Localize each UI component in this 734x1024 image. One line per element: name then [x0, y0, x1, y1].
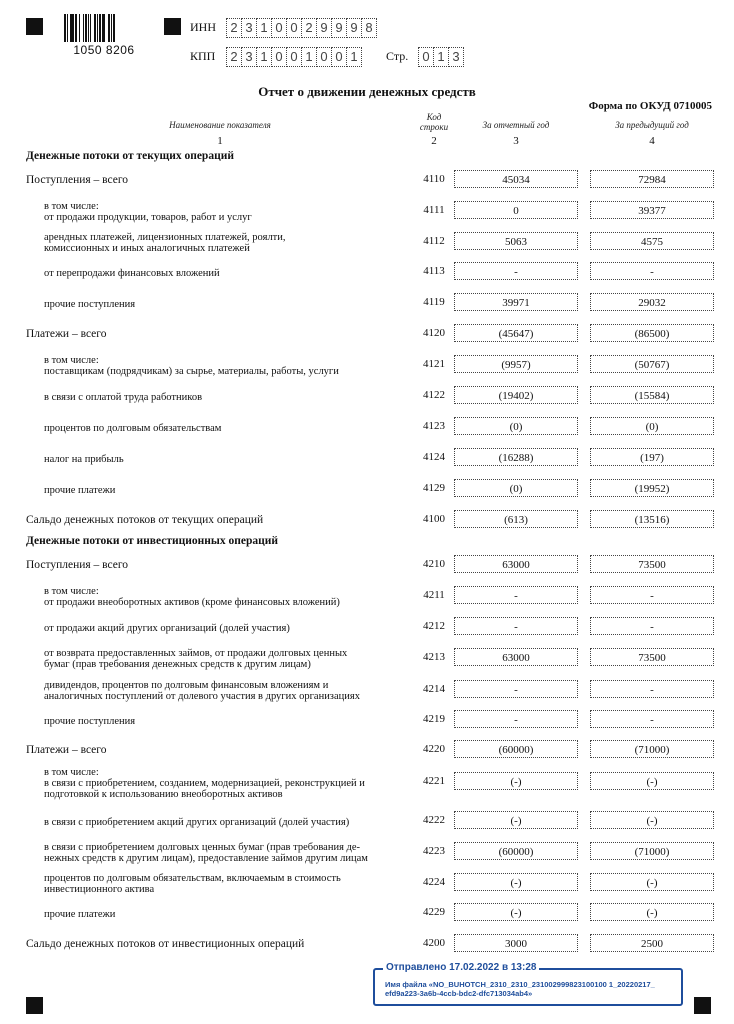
row-code: 4220	[423, 743, 445, 755]
previous-year-value: 73500	[590, 648, 714, 666]
page-title: Отчет о движении денежных средств	[258, 84, 476, 99]
previous-year-value: (-)	[590, 811, 714, 829]
inn-cell: 9	[331, 18, 347, 38]
row-label: Платежи – всего	[26, 743, 107, 756]
current-year-value: -	[454, 586, 578, 604]
current-year-value: (-)	[454, 873, 578, 891]
column-header-code-line2: строки	[419, 122, 449, 132]
page-cell: 1	[433, 47, 449, 67]
inn-cell: 2	[301, 18, 317, 38]
row-code: 4222	[423, 814, 445, 826]
section-investment-operations: Денежные потоки от инвестиционных операций	[26, 535, 278, 547]
previous-year-value: (-)	[590, 903, 714, 921]
stamp-file-label: Имя файла	[385, 980, 427, 989]
current-year-value: 63000	[454, 555, 578, 573]
previous-year-value: 39377	[590, 201, 714, 219]
page-cells	[418, 47, 463, 67]
kpp-cell: 2	[226, 47, 242, 67]
kpp-cell: 1	[301, 47, 317, 67]
previous-year-value: -	[590, 710, 714, 728]
row-label: в том числе: от продажи продукции, товаров, работ и услуг	[44, 201, 252, 223]
previous-year-value: (0)	[590, 417, 714, 435]
row-label: прочие поступления	[44, 298, 136, 310]
kpp-cell: 0	[271, 47, 287, 67]
row-code: 4113	[423, 265, 445, 277]
page-cell: 3	[448, 47, 464, 67]
row-label: Поступления – всего	[26, 558, 129, 571]
row-code: 4129	[423, 482, 445, 494]
row-code: 4223	[423, 845, 445, 857]
current-year-value: (19402)	[454, 386, 578, 404]
row-code: 4210	[423, 558, 445, 570]
barcode-icon	[64, 14, 144, 42]
current-year-value: -	[454, 680, 578, 698]
inn-cell: 0	[286, 18, 302, 38]
previous-year-value: 2500	[590, 934, 714, 952]
row-code: 4123	[423, 420, 445, 432]
current-year-value: (9957)	[454, 355, 578, 373]
corner-marker-top-left	[26, 18, 43, 35]
row-code: 4119	[423, 296, 445, 308]
current-year-value: 39971	[454, 293, 578, 311]
current-year-value: 0	[454, 201, 578, 219]
previous-year-value: 29032	[590, 293, 714, 311]
row-code: 4214	[423, 683, 445, 695]
previous-year-value: -	[590, 262, 714, 280]
column-number-4: 4	[649, 135, 655, 147]
previous-year-value: -	[590, 617, 714, 635]
column-header-current: За отчетный год	[482, 120, 550, 130]
row-label: в связи с приобретением акций других организаций (долей участия)	[44, 816, 350, 828]
current-year-value: -	[454, 617, 578, 635]
kpp-label: КПП	[190, 49, 216, 63]
previous-year-value: (13516)	[590, 510, 714, 528]
current-year-value: 63000	[454, 648, 578, 666]
previous-year-value: (-)	[590, 772, 714, 790]
row-label: налог на прибыль	[44, 453, 124, 465]
row-code: 4213	[423, 651, 445, 663]
current-year-value: -	[454, 710, 578, 728]
row-code: 4221	[423, 775, 445, 787]
kpp-cell: 1	[256, 47, 272, 67]
inn-cell: 9	[316, 18, 332, 38]
current-year-value: (60000)	[454, 842, 578, 860]
page-cell: 0	[418, 47, 434, 67]
corner-marker-bottom-right	[694, 997, 711, 1014]
row-code: 4200	[423, 937, 445, 949]
submission-stamp	[373, 962, 683, 1006]
row-code: 4211	[423, 589, 445, 601]
row-code: 4212	[423, 620, 445, 632]
current-year-value: (-)	[454, 903, 578, 921]
row-label: арендных платежей, лицензионных платежей, роялти, комиссионных и иных аналогичных платежей	[44, 232, 286, 254]
row-code: 4229	[423, 906, 445, 918]
row-code: 4121	[423, 358, 445, 370]
current-year-value: (45647)	[454, 324, 578, 342]
row-label: от перепродажи финансовых вложений	[44, 267, 220, 279]
previous-year-value: 4575	[590, 232, 714, 250]
previous-year-value: 72984	[590, 170, 714, 188]
inn-cells	[226, 18, 376, 38]
row-label: Платежи – всего	[26, 327, 107, 340]
kpp-cell: 3	[241, 47, 257, 67]
row-label: в том числе: в связи с приобретением, созданием, модернизацией, реконструкцией и подготовкой к использованию внеоборотных активов	[44, 766, 365, 800]
row-label: дивидендов, процентов по долговым финансовым вложениям и аналогичных поступлений от долевого участия в других организациях	[44, 680, 360, 702]
corner-marker-bottom-left	[26, 997, 43, 1014]
row-label: Поступления – всего	[26, 173, 129, 186]
stamp-file-info	[385, 980, 675, 998]
page-label: Стр.	[386, 49, 409, 63]
row-code: 4111	[423, 204, 445, 216]
section-current-operations: Денежные потоки от текущих операций	[26, 150, 234, 162]
kpp-cells	[226, 47, 361, 67]
inn-cell: 2	[226, 18, 242, 38]
kpp-cell: 0	[286, 47, 302, 67]
kpp-cell: 1	[346, 47, 362, 67]
row-label: в том числе: поставщикам (подрядчикам) за сырье, материалы, работы, услуги	[44, 355, 339, 377]
row-code: 4112	[423, 235, 445, 247]
current-year-value: -	[454, 262, 578, 280]
kpp-cell: 0	[316, 47, 332, 67]
row-label: в связи с приобретением долговых ценных бумаг (прав требования де- нежных средств к другим лицам), предоставление займов другим лицам	[44, 842, 368, 864]
row-code: 4100	[423, 513, 445, 525]
row-code: 4120	[423, 327, 445, 339]
previous-year-value: (71000)	[590, 740, 714, 758]
current-year-value: (60000)	[454, 740, 578, 758]
previous-year-value: (71000)	[590, 842, 714, 860]
row-label: в связи с оплатой труда работников	[44, 391, 203, 403]
current-year-value: (-)	[454, 811, 578, 829]
row-code: 4110	[423, 173, 445, 185]
inn-cell: 1	[256, 18, 272, 38]
column-header-name: Наименование показателя	[169, 120, 271, 130]
row-label: в том числе: от продажи внеоборотных активов (кроме финансовых вложений)	[44, 586, 340, 608]
inn-cell: 9	[346, 18, 362, 38]
row-label: Сальдо денежных потоков от инвестиционных операций	[26, 937, 305, 950]
current-year-value: 45034	[454, 170, 578, 188]
inn-cell: 0	[271, 18, 287, 38]
row-label: прочие платежи	[44, 484, 116, 496]
stamp-file-name: «NO_BUHOTCH_2310_2310_231002999823100100 1_20220217_ efd9a223-3a6b-4ccb-bdc2-dfc713034ab4»	[385, 980, 655, 998]
previous-year-value: 73500	[590, 555, 714, 573]
column-header-previous: За предыдущий год	[615, 120, 689, 130]
current-year-value: (0)	[454, 417, 578, 435]
column-number-3: 3	[513, 135, 519, 147]
previous-year-value: (50767)	[590, 355, 714, 373]
current-year-value: 3000	[454, 934, 578, 952]
previous-year-value: (-)	[590, 873, 714, 891]
column-number-2: 2	[431, 135, 437, 147]
previous-year-value: -	[590, 680, 714, 698]
barcode-number: 1050 8206	[73, 43, 135, 57]
row-code: 4219	[423, 713, 445, 725]
row-code: 4124	[423, 451, 445, 463]
row-label: прочие поступления	[44, 715, 136, 727]
current-year-value: (16288)	[454, 448, 578, 466]
current-year-value: (0)	[454, 479, 578, 497]
inn-label: ИНН	[190, 20, 216, 34]
column-header-code-line1: Код	[426, 112, 442, 122]
row-code: 4224	[423, 876, 445, 888]
previous-year-value: (86500)	[590, 324, 714, 342]
stamp-title: Отправлено 17.02.2022 в 13:28	[383, 962, 539, 973]
previous-year-value: (15584)	[590, 386, 714, 404]
corner-marker-top-center	[164, 18, 181, 35]
current-year-value: 5063	[454, 232, 578, 250]
column-number-1: 1	[217, 135, 223, 147]
row-label: прочие платежи	[44, 908, 116, 920]
row-label: от продажи акций других организаций (долей участия)	[44, 622, 290, 634]
previous-year-value: -	[590, 586, 714, 604]
row-label: процентов по долговым обязательствам, включаемым в стоимость инвестиционного актива	[44, 873, 341, 895]
row-code: 4122	[423, 389, 445, 401]
current-year-value: (613)	[454, 510, 578, 528]
current-year-value: (-)	[454, 772, 578, 790]
kpp-cell: 0	[331, 47, 347, 67]
form-code: Форма по ОКУД 0710005	[588, 100, 712, 112]
row-label: Сальдо денежных потоков от текущих операций	[26, 513, 264, 526]
previous-year-value: (19952)	[590, 479, 714, 497]
row-label: процентов по долговым обязательствам	[44, 422, 222, 434]
inn-cell: 3	[241, 18, 257, 38]
row-label: от возврата предоставленных займов, от продажи долговых ценных бумаг (прав требования денежных средств к другим лицам)	[44, 648, 348, 670]
inn-cell: 8	[361, 18, 377, 38]
previous-year-value: (197)	[590, 448, 714, 466]
